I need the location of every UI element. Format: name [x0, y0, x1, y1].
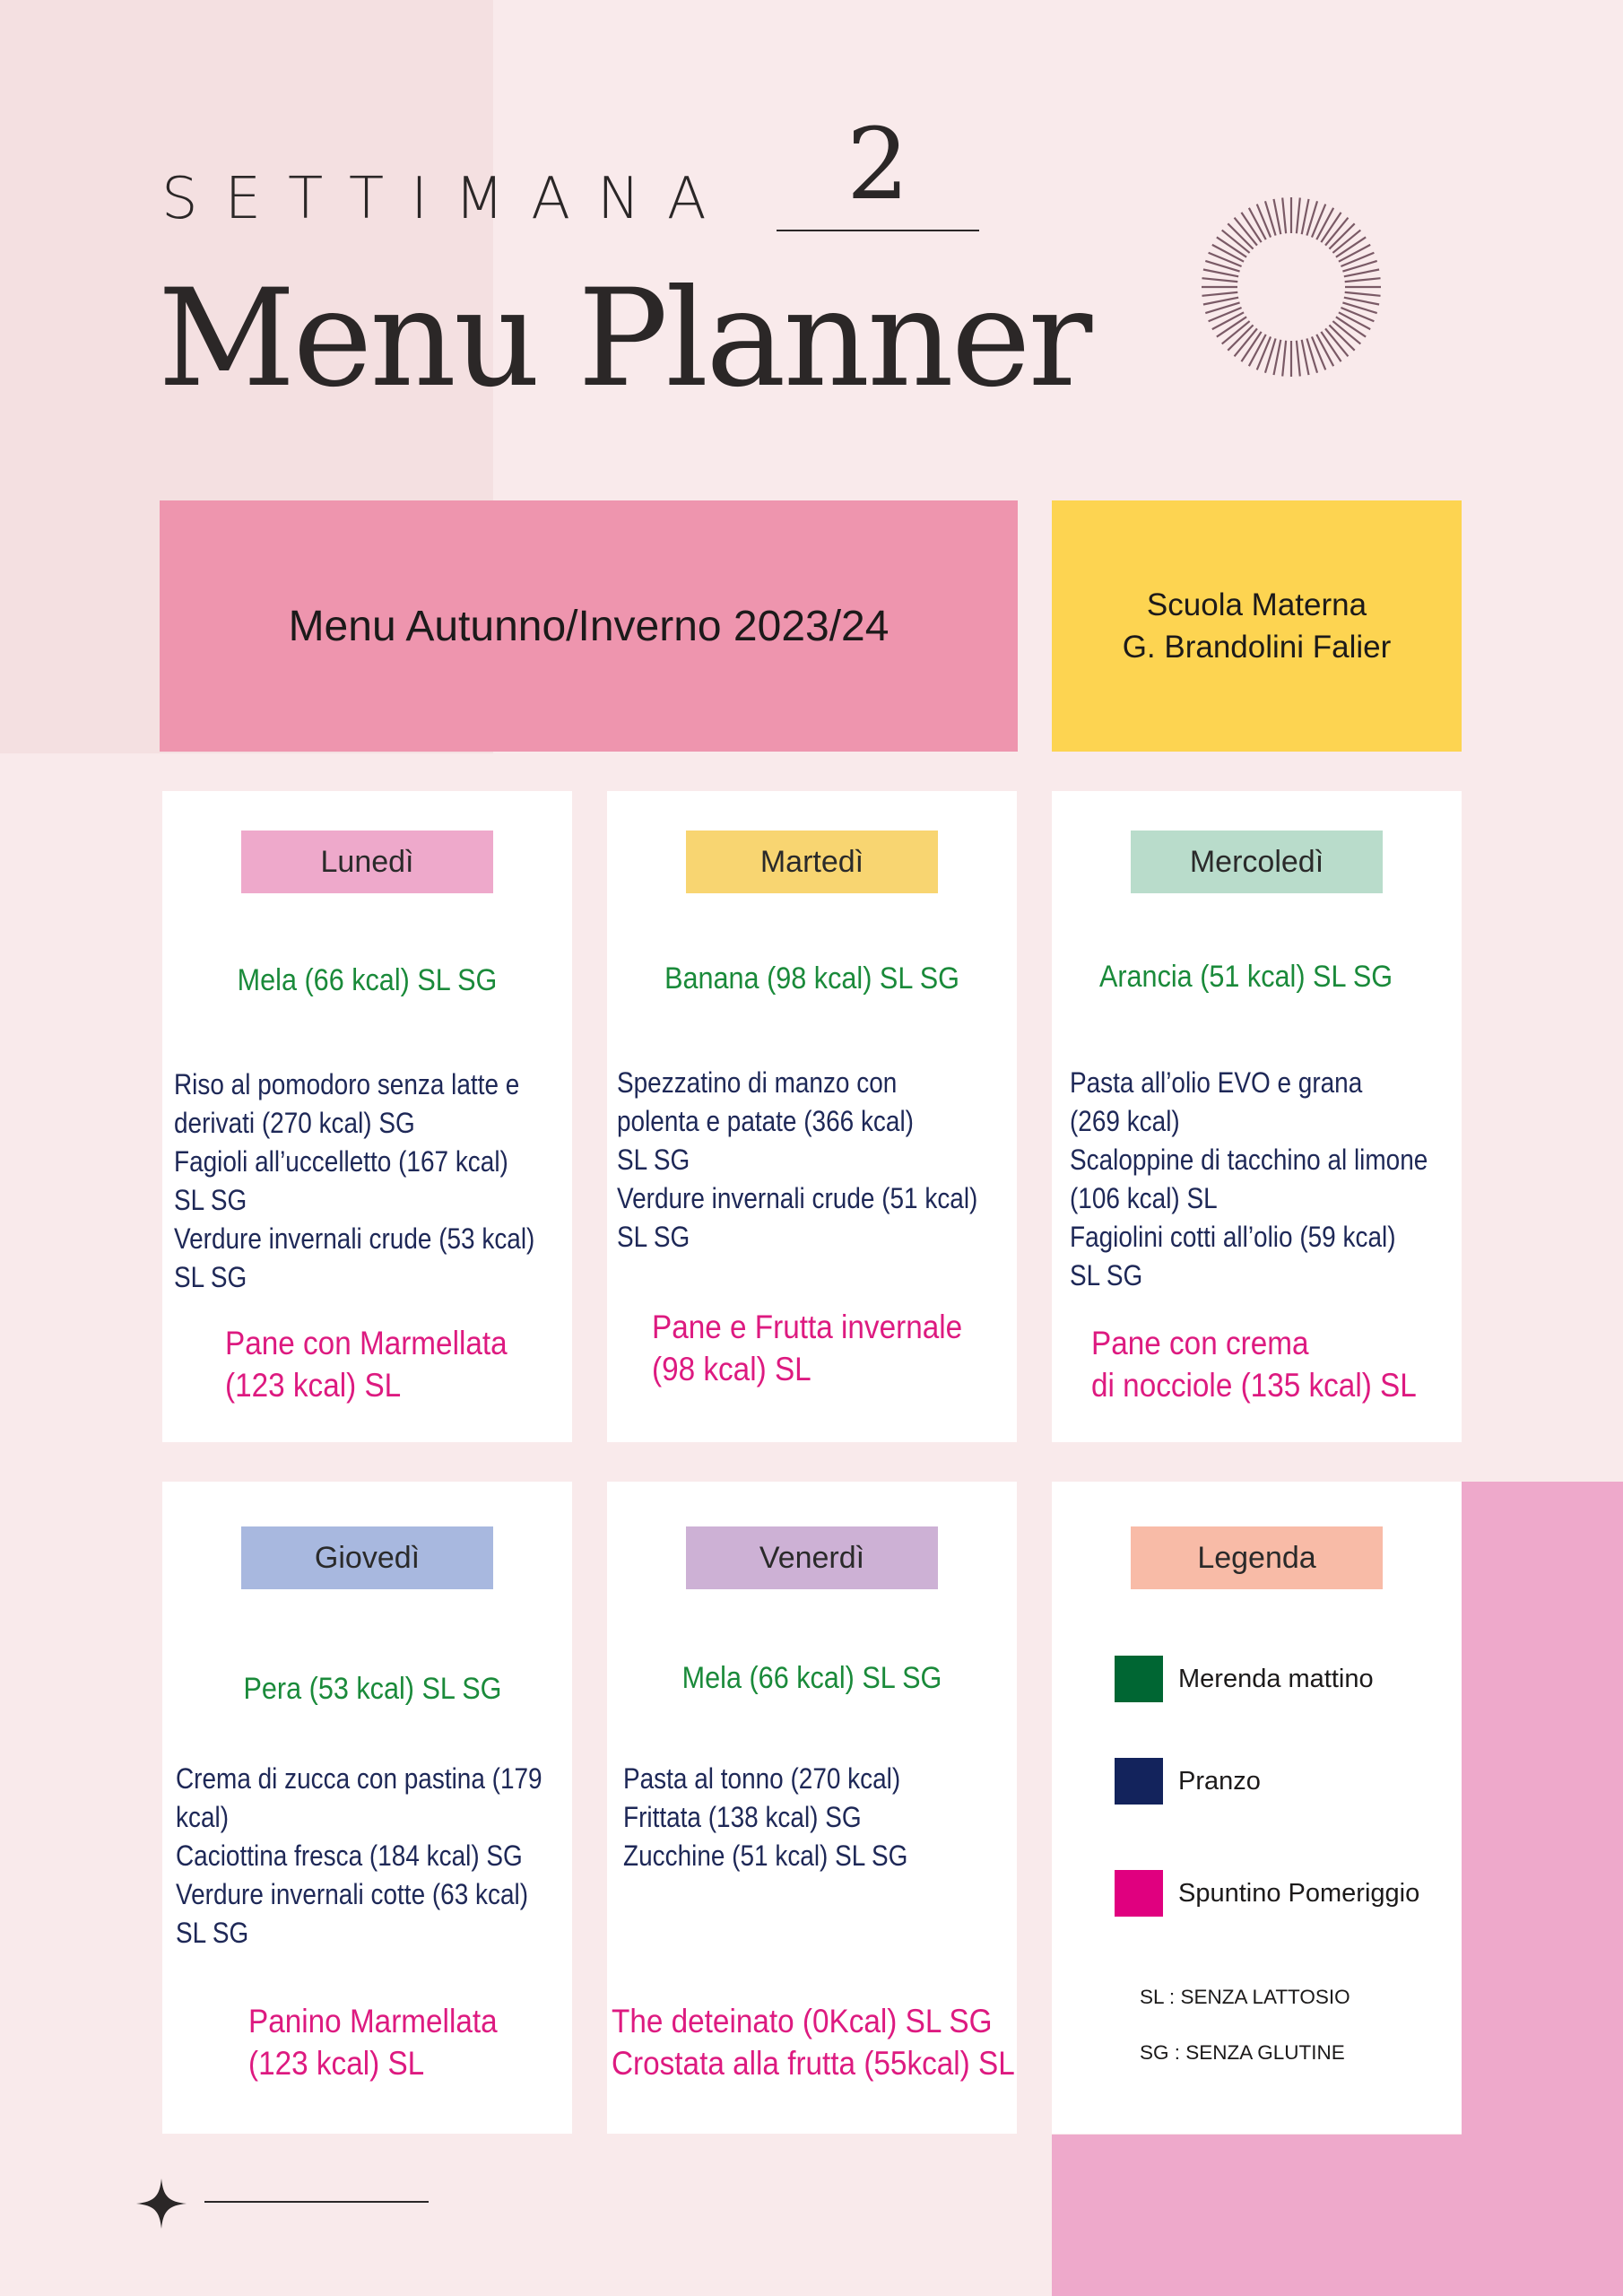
lunch-line: Crema di zucca con pastina (179 — [176, 1762, 542, 1795]
lunch-text — [617, 1064, 977, 1257]
sun-ray — [1297, 341, 1300, 377]
school-name-line1: Scuola Materna — [1146, 587, 1367, 622]
lunch-line: SL SG — [617, 1144, 690, 1176]
footer-line — [204, 2201, 429, 2203]
day-tag-giovedi: Giovedì — [241, 1526, 493, 1589]
day-card-martedi — [607, 791, 1017, 1442]
lunch-text — [174, 1065, 534, 1297]
afternoon-line: The deteinato (0Kcal) SL SG — [612, 2003, 993, 2039]
page-title: Menu Planner — [158, 261, 1090, 417]
sparkle-star-icon — [135, 2177, 188, 2231]
sun-ray — [1344, 269, 1379, 276]
morning-snack: Pera (53 kcal) SL SG — [243, 1672, 502, 1706]
afternoon-snack — [248, 2000, 498, 2084]
lunch-line: (269 kcal) — [1070, 1105, 1180, 1137]
afternoon-snack — [652, 1306, 962, 1390]
sun-ray — [1282, 341, 1286, 377]
sunburst-icon — [1197, 193, 1385, 381]
sun-ray — [1203, 298, 1238, 305]
lunch-line: kcal) — [176, 1801, 230, 1833]
legend-card — [1052, 1482, 1462, 2134]
sun-ray — [1273, 340, 1280, 375]
day-card-giovedi — [162, 1482, 572, 2134]
sun-ray — [1345, 292, 1381, 296]
afternoon-line: di nocciole (135 kcal) SL — [1091, 1367, 1417, 1404]
morning-snack: Banana (98 kcal) SL SG — [664, 961, 959, 996]
afternoon-line: (123 kcal) SL — [225, 1367, 402, 1404]
day-card-lunedi — [162, 791, 572, 1442]
season-banner — [160, 500, 1018, 752]
lunch-line: Fagiolini cotti all’olio (59 kcal) — [1070, 1221, 1396, 1253]
lunch-line: Caciottina fresca (184 kcal) SG — [176, 1839, 523, 1872]
lunch-text — [623, 1760, 907, 1875]
lunch-line: Verdure invernali crude (51 kcal) — [617, 1182, 978, 1214]
school-banner — [1052, 500, 1462, 752]
lunch-line: SL SG — [1070, 1259, 1143, 1292]
lunch-line: Pasta al tonno (270 kcal) — [623, 1762, 901, 1795]
afternoon-line: Crostata alla frutta (55kcal) SL — [612, 2045, 1015, 2082]
lunch-line: SL SG — [174, 1261, 247, 1293]
sun-ray — [1202, 292, 1237, 296]
lunch-line: Spezzatino di manzo con — [617, 1066, 898, 1099]
lunch-line: SL SG — [617, 1221, 690, 1253]
sun-ray — [1302, 199, 1309, 234]
afternoon-snack — [225, 1322, 508, 1406]
afternoon-line: (123 kcal) SL — [248, 2045, 425, 2082]
lunch-line: Verdure invernali cotte (63 kcal) — [176, 1878, 529, 1910]
lunch-line: Fagioli all’uccelletto (167 kcal) — [174, 1145, 508, 1178]
sun-ray — [1302, 340, 1309, 375]
lunch-line: (106 kcal) SL — [1070, 1182, 1218, 1214]
lunch-line: Verdure invernali crude (53 kcal) — [174, 1222, 535, 1255]
legend-swatch-morning — [1115, 1656, 1163, 1702]
week-underline — [777, 230, 979, 231]
sun-ray — [1273, 199, 1280, 234]
legend-tag: Legenda — [1131, 1526, 1383, 1589]
lunch-line: Riso al pomodoro senza latte e — [174, 1068, 520, 1100]
lunch-line: SL SG — [176, 1917, 249, 1949]
sun-ray — [1344, 298, 1379, 305]
sun-ray — [1297, 197, 1300, 233]
day-card-mercoledi — [1052, 791, 1462, 1442]
settimana-label: SETTIMANA — [161, 166, 733, 232]
sun-ray — [1282, 197, 1286, 233]
lunch-line: Zucchine (51 kcal) SL SG — [623, 1839, 908, 1872]
lunch-text — [176, 1760, 542, 1952]
legend-label-morning: Merenda mattino — [1178, 1665, 1374, 1693]
day-tag-mercoledi: Mercoledì — [1131, 831, 1383, 893]
day-tag-venerdi: Venerdì — [686, 1526, 938, 1589]
background-pink-corner — [1052, 2135, 1623, 2296]
legend-label-lunch: Pranzo — [1178, 1767, 1261, 1796]
school-name-line2: G. Brandolini Falier — [1122, 630, 1392, 665]
afternoon-snack — [612, 2000, 1015, 2084]
legend-label-afternoon: Spuntino Pomeriggio — [1178, 1879, 1420, 1908]
day-card-venerdi — [607, 1482, 1017, 2134]
lunch-line: Frittata (138 kcal) SG — [623, 1801, 862, 1833]
morning-snack: Mela (66 kcal) SL SG — [681, 1661, 942, 1695]
lunch-text — [1070, 1064, 1428, 1295]
sun-ray — [1203, 269, 1238, 276]
lunch-line: Pasta all’olio EVO e grana — [1070, 1066, 1363, 1099]
afternoon-line: Pane con Marmellata — [225, 1325, 508, 1361]
lunch-line: Scaloppine di tacchino al limone — [1070, 1144, 1428, 1176]
legend-note-sl: SL : SENZA LATTOSIO — [1140, 1986, 1350, 2008]
lunch-line: polenta e patate (366 kcal) — [617, 1105, 914, 1137]
afternoon-line: Pane e Frutta invernale — [652, 1309, 963, 1345]
legend-note-sg: SG : SENZA GLUTINE — [1140, 2041, 1345, 2064]
week-number: 2 — [846, 107, 909, 222]
afternoon-snack — [1091, 1322, 1417, 1406]
legend-swatch-lunch — [1115, 1758, 1163, 1805]
lunch-line: derivati (270 kcal) SG — [174, 1107, 415, 1139]
season-title: Menu Autunno/Inverno 2023/24 — [288, 602, 890, 650]
morning-snack: Mela (66 kcal) SL SG — [237, 963, 498, 997]
morning-snack: Arancia (51 kcal) SL SG — [1098, 960, 1393, 994]
sun-ray — [1202, 278, 1237, 282]
legend-swatch-afternoon — [1115, 1870, 1163, 1917]
sun-ray — [1345, 278, 1381, 282]
afternoon-line: Panino Marmellata — [248, 2003, 498, 2039]
day-tag-martedi: Martedì — [686, 831, 938, 893]
day-tag-lunedi: Lunedì — [241, 831, 493, 893]
lunch-line: SL SG — [174, 1184, 247, 1216]
afternoon-line: (98 kcal) SL — [652, 1351, 812, 1387]
afternoon-line: Pane con crema — [1091, 1325, 1309, 1361]
